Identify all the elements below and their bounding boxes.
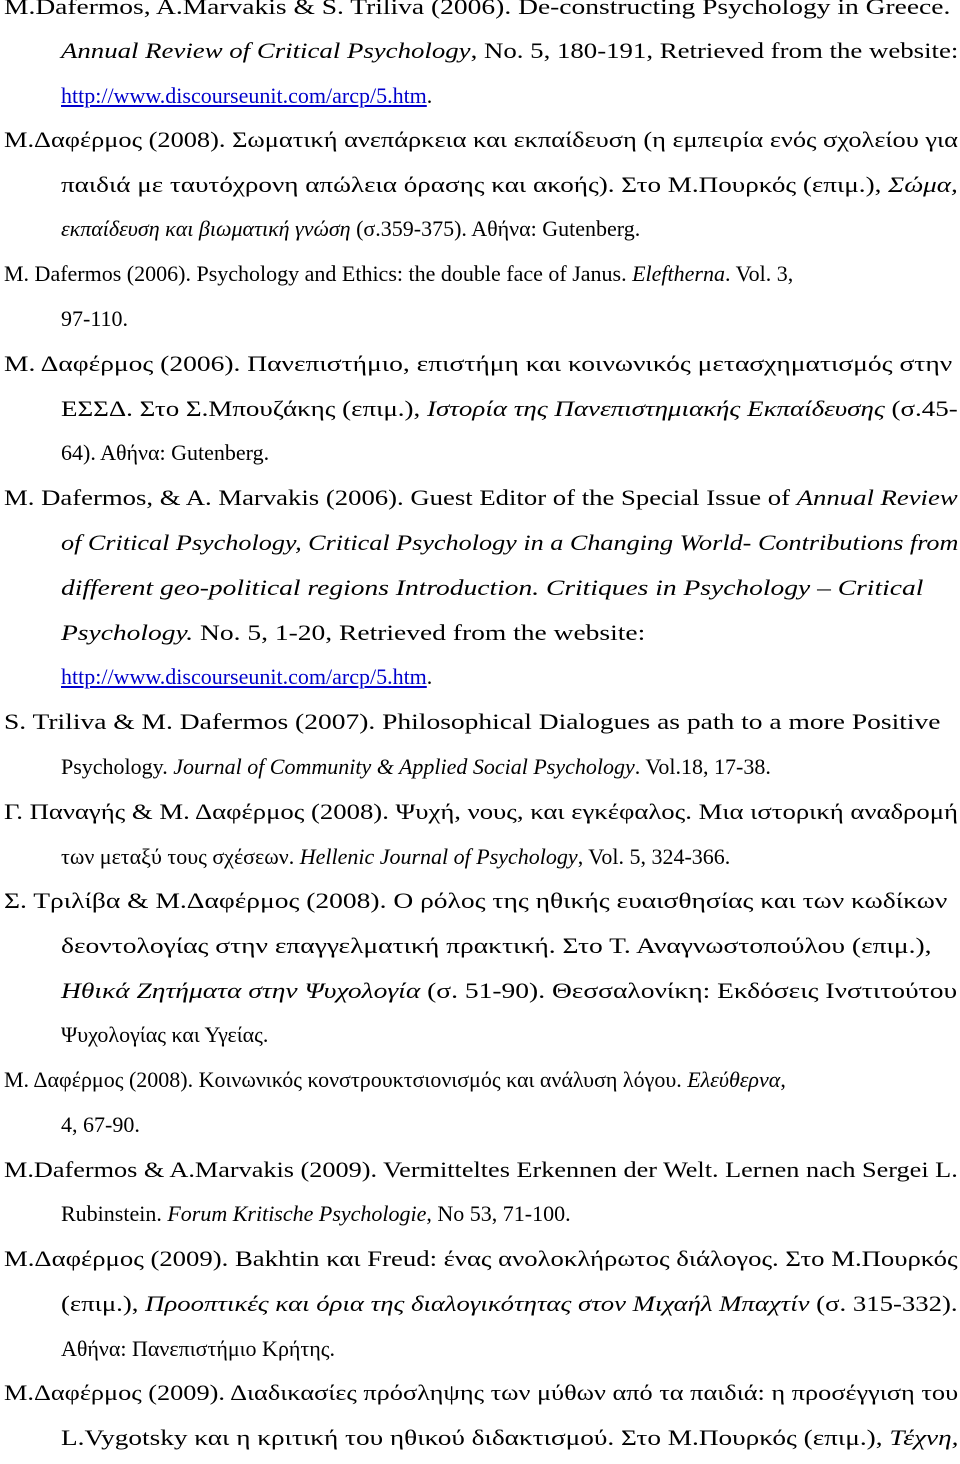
- reference-text: Μ.Δαφέρμος (2009). Bakhtin και Freud: ένας ανολοκλήρωτος διάλογος. Στο Μ.Πουρκός: [4, 1246, 958, 1271]
- reference-line: [61, 306, 128, 332]
- reference-text: . Vol. 3,: [724, 261, 794, 286]
- reference-text: 4, 67-90.: [61, 1112, 140, 1137]
- reference-text: Μ. Δαφέρμος (2008). Κοινωνικός κονστρουκτσιονισμός και ανάλυση λόγου.: [4, 1067, 688, 1092]
- reference-text: L.Vygotsky και η κριτική του ηθικού διδακτισμού. Στο Μ.Πουρκός (επιμ.),: [61, 1425, 890, 1450]
- reference-text: Μ. Δαφέρμος (2006). Πανεπιστήμιο, επιστήμη και κοινωνικός μετασχηματισμός στην: [4, 351, 953, 376]
- reference-text: ,: [780, 1067, 786, 1092]
- reference-line: [4, 888, 947, 914]
- reference-text: (σ. 315-332).: [809, 1291, 958, 1316]
- reference-text: (επιμ.),: [61, 1291, 146, 1316]
- reference-line: [61, 933, 932, 959]
- reference-text: 97-110.: [61, 306, 129, 331]
- reference-line: [61, 1112, 140, 1138]
- reference-url-link[interactable]: http://www.discourseunit.com/arcp/5.htm: [61, 664, 427, 689]
- reference-text: M. Dafermos, & A. Marvakis (2006). Guest Editor of the Special Issue of: [4, 485, 797, 510]
- reference-line: [61, 440, 269, 466]
- reference-line: [61, 1022, 268, 1048]
- reference-text: Σ. Τριλίβα & Μ.Δαφέρμος (2008). Ο ρόλος της ηθικής ευαισθησίας και των κωδίκων: [4, 888, 948, 913]
- reference-text: , No 53, 71-100.: [426, 1201, 571, 1226]
- reference-line: [61, 978, 957, 1004]
- reference-title-text: Ιστορία της Πανεπιστημιακής Εκπαίδευσης: [426, 396, 885, 421]
- reference-title-text: Forum Kritische Psychologie: [167, 1201, 427, 1226]
- reference-title-text: Eleftherna: [632, 261, 725, 286]
- reference-text: No. 5, 1-20, Retrieved from the website:: [193, 620, 646, 645]
- reference-line: [61, 530, 958, 556]
- reference-line: [4, 351, 952, 377]
- reference-title-text: of Critical Psychology, Critical Psychology in a Changing World- Contributions from: [61, 530, 959, 555]
- reference-line: [61, 1336, 335, 1362]
- reference-title-text: εκπαίδευση και βιωματική γνώση: [61, 216, 351, 241]
- reference-line: [61, 620, 645, 646]
- reference-text: παιδιά με ταυτόχρονη απώλεια όρασης και ακοής). Στο Μ.Πουρκός (επιμ.),: [61, 172, 889, 197]
- reference-title-text: Annual Review: [796, 485, 958, 510]
- reference-text: M.Dafermos & A.Marvakis (2009). Vermitteltes Erkennen der Welt. Lernen nach Sergei L.: [4, 1157, 958, 1182]
- reference-text: M.Dafermos, A.Marvakis & S. Triliva (2006). De-constructing Psychology in Greece.: [4, 0, 951, 19]
- reference-line: [4, 485, 958, 511]
- reference-text: Ψυχολογίας και Υγείας.: [61, 1022, 269, 1047]
- reference-title-text: Hellenic Journal of Psychology: [299, 844, 578, 869]
- reference-line: [4, 1246, 958, 1272]
- reference-line: [61, 396, 958, 422]
- reference-text: (σ. 51-90). Θεσσαλονίκη: Εκδόσεις Ινστιτούτου: [420, 978, 958, 1003]
- reference-line: [61, 1425, 958, 1451]
- reference-text: M. Dafermos (2006). Psychology and Ethics: the double face of Janus.: [4, 261, 633, 286]
- reference-title-text: Ηθικά Ζητήματα στην Ψυχολογία: [61, 978, 421, 1003]
- reference-text: Μ.Δαφέρμος (2008). Σωματική ανεπάρκεια και εκπαίδευση (η εμπειρία ενός σχολείου για: [4, 127, 958, 152]
- reference-title-text: Annual Review of Critical Psychology: [61, 38, 471, 63]
- reference-text: 64). Αθήνα: Gutenberg.: [61, 440, 270, 465]
- reference-line: [61, 38, 958, 64]
- reference-line: [61, 575, 923, 601]
- reference-text: .: [426, 664, 433, 689]
- reference-title-text: different geo-political regions Introduction. Critiques in Psychology – Critical: [61, 575, 924, 600]
- reference-line: [4, 127, 958, 153]
- reference-line: [4, 0, 950, 20]
- reference-line: [4, 1157, 958, 1183]
- reference-line: [4, 1067, 786, 1093]
- reference-text: δεοντολογίας στην επαγγελματική πρακτική. Στο Τ. Αναγνωστοπούλου (επιμ.),: [61, 933, 932, 958]
- reference-line: [61, 1291, 958, 1317]
- reference-text: ΕΣΣΔ. Στο Σ.Μπουζάκης (επιμ.),: [61, 396, 427, 421]
- reference-text: (σ.359-375). Αθήνα: Gutenberg.: [350, 216, 641, 241]
- reference-line: [61, 844, 730, 870]
- reference-title-text: Προοπτικές και όρια της διαλογικότητας στον Μιχαήλ Μπαχτίν: [145, 1291, 810, 1316]
- reference-text: , Vol. 5, 324-366.: [577, 844, 731, 869]
- reference-line: [61, 172, 958, 198]
- reference-title-text: Τέχνη,: [889, 1425, 959, 1450]
- reference-line: [61, 216, 640, 242]
- reference-text: Rubinstein.: [61, 1201, 168, 1226]
- reference-line: [4, 261, 793, 287]
- reference-text: Γ. Παναγής & Μ. Δαφέρμος (2008). Ψυχή, νους, και εγκέφαλος. Μια ιστορική αναδρομή: [4, 799, 959, 824]
- reference-text: Μ.Δαφέρμος (2009). Διαδικασίες πρόσληψης των μύθων από τα παιδιά: η προσέγγιση του: [4, 1380, 959, 1405]
- reference-title-text: Psychology.: [61, 620, 194, 645]
- reference-line: [4, 1380, 958, 1406]
- reference-line: [4, 799, 958, 825]
- reference-title-text: Σώμα,: [888, 172, 958, 197]
- reference-text: S. Triliva & M. Dafermos (2007). Philosophical Dialogues as path to a more Positive: [4, 709, 941, 734]
- reference-text: . Vol.18, 17-38.: [634, 754, 771, 779]
- reference-text: Αθήνα: Πανεπιστήμιο Κρήτης.: [61, 1336, 335, 1361]
- reference-line: [61, 1201, 571, 1227]
- reference-text: Psychology.: [61, 754, 174, 779]
- reference-line: [61, 664, 432, 690]
- reference-text: .: [426, 83, 433, 108]
- reference-line: [61, 83, 432, 109]
- reference-line: [61, 754, 771, 780]
- reference-title-text: Ελεύθερνα: [687, 1067, 781, 1092]
- reference-text: (σ.45-: [884, 396, 958, 421]
- reference-title-text: Journal of Community & Applied Social Psychology: [173, 754, 635, 779]
- reference-url-link[interactable]: http://www.discourseunit.com/arcp/5.htm: [61, 83, 427, 108]
- reference-line: [4, 709, 940, 735]
- reference-text: των μεταξύ τους σχέσεων.: [61, 844, 300, 869]
- reference-text: , No. 5, 180-191, Retrieved from the website:: [470, 38, 959, 63]
